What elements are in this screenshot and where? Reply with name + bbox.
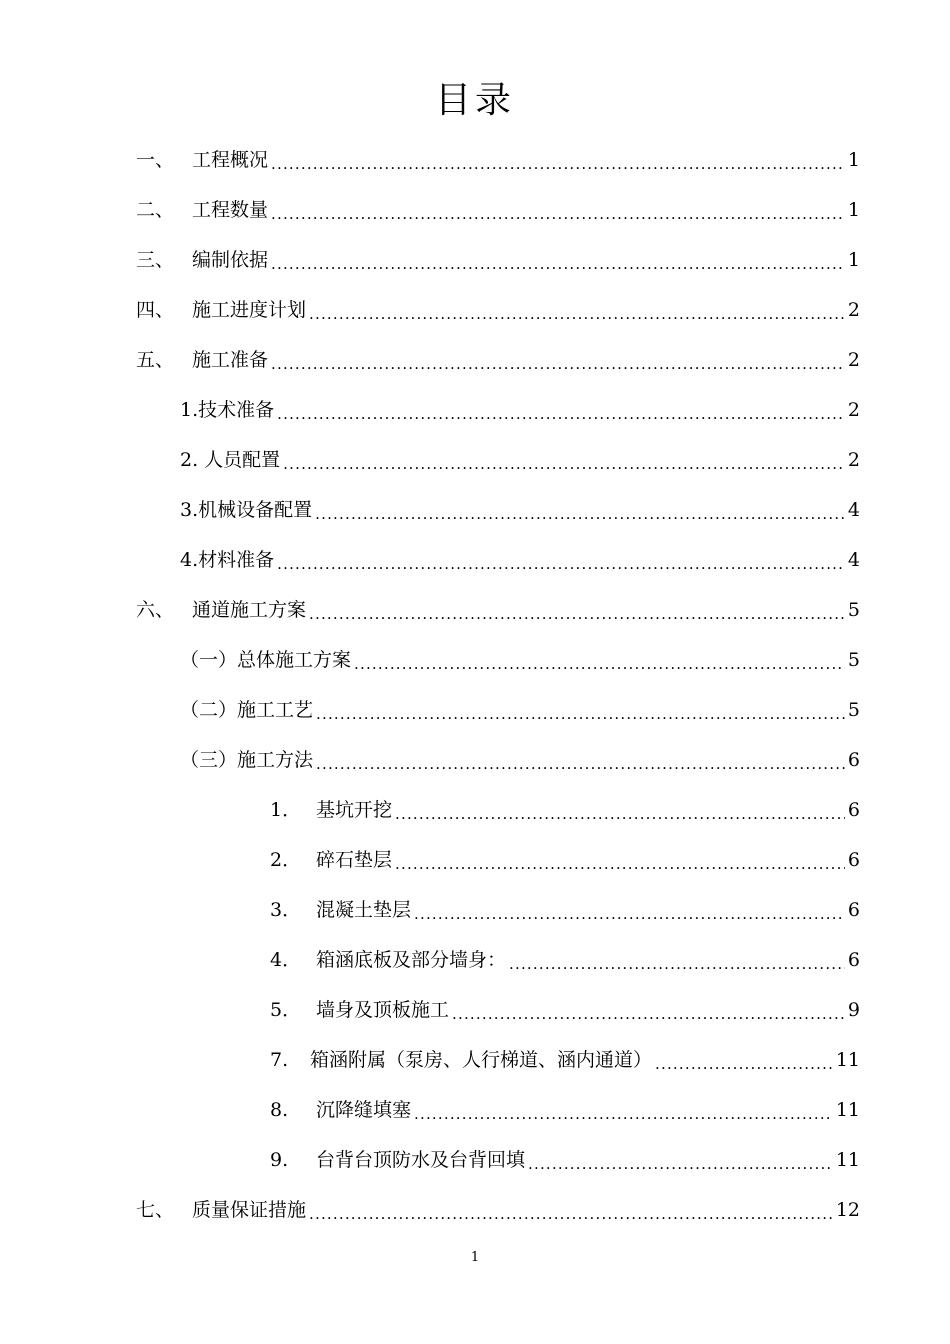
toc-dot-leader (528, 1140, 833, 1180)
toc-entry-label: 工程数量 (192, 199, 269, 221)
toc-entry-page: 11 (835, 1149, 860, 1171)
toc-entry[interactable] (270, 890, 860, 930)
toc-entry-number: 4． (270, 949, 302, 971)
toc-entry-number: 一、 (136, 149, 175, 171)
toc-entry-label: 台背台顶防水及台背回填 (316, 1149, 526, 1171)
toc-entry[interactable] (270, 940, 860, 980)
toc-entry[interactable] (270, 1040, 860, 1080)
toc-entry-number: 六、 (136, 599, 175, 621)
toc-entry-number: 2． (270, 849, 302, 871)
toc-dot-leader (395, 790, 845, 830)
toc-entry-label: 工程概况 (192, 149, 269, 171)
page-footer-number: 1 (470, 1250, 480, 1265)
toc-entry[interactable] (136, 1190, 860, 1230)
toc-entry-page: 2 (847, 349, 860, 371)
toc-entry-label: 碎石垫层 (316, 849, 393, 871)
toc-entry-label: 施工进度计划 (192, 299, 307, 321)
toc-entry-page: 4 (847, 549, 860, 571)
toc-entry[interactable] (270, 840, 860, 880)
toc-dot-leader (277, 390, 845, 430)
toc-entry-page: 5 (847, 649, 860, 671)
toc-entry-number: 四、 (136, 299, 175, 321)
toc-entry-number: 8. (270, 1099, 289, 1121)
toc-entry-page: 1 (847, 249, 860, 271)
toc-dot-leader (309, 590, 845, 630)
toc-entry-label: 箱涵附属（泵房、人行梯道、涵内通道） (310, 1049, 653, 1071)
toc-entry-label: 通道施工方案 (192, 599, 307, 621)
toc-entry[interactable] (180, 690, 860, 730)
toc-entry-page: 6 (847, 899, 860, 921)
toc-entry-label: 基坑开挖 (316, 799, 393, 821)
toc-entry-label: 箱涵底板及部分墙身： (316, 949, 507, 971)
toc-entry-label: 2. 人员配置 (180, 449, 281, 471)
toc-entry-number: 3． (270, 899, 302, 921)
toc-entry-label: 质量保证措施 (192, 1199, 307, 1221)
toc-dot-leader (271, 340, 845, 380)
toc-dot-leader (271, 240, 845, 280)
toc-entry-number: 三、 (136, 249, 175, 271)
toc-entry-number: 7. (270, 1049, 289, 1071)
toc-entry-page: 6 (847, 799, 860, 821)
toc-entry-page: 5 (847, 699, 860, 721)
toc-entry[interactable] (270, 1140, 860, 1180)
toc-entry[interactable] (180, 390, 860, 430)
toc-entry-label: 4.材料准备 (180, 549, 275, 571)
toc-entry-page: 2 (847, 399, 860, 421)
toc-dot-leader (309, 290, 845, 330)
toc-dot-leader (452, 990, 845, 1030)
toc-entry-label: 混凝土垫层 (316, 899, 412, 921)
toc-entry-page: 12 (835, 1199, 860, 1221)
toc-entry-number: 五、 (136, 349, 175, 371)
toc-entry-page: 4 (847, 499, 860, 521)
toc-entry-page: 1 (847, 199, 860, 221)
toc-entry[interactable] (270, 1090, 860, 1130)
toc-entry[interactable] (136, 240, 860, 280)
toc-dot-leader (309, 1190, 833, 1230)
toc-dot-leader (655, 1040, 833, 1080)
toc-dot-leader (315, 490, 845, 530)
toc-entry-label: 编制依据 (192, 249, 269, 271)
toc-entry-number: 二、 (136, 199, 175, 221)
toc-entry[interactable] (270, 990, 860, 1030)
toc-entry-label: （二）施工工艺 (180, 699, 314, 721)
toc-entry-page: 2 (847, 449, 860, 471)
toc-entry-page: 9 (847, 999, 860, 1021)
toc-entry-page: 6 (847, 749, 860, 771)
toc-entry[interactable] (270, 790, 860, 830)
toc-entry-page: 11 (835, 1049, 860, 1071)
toc-entry[interactable] (136, 290, 860, 330)
toc-entry[interactable] (180, 540, 860, 580)
toc-entry[interactable] (180, 440, 860, 480)
toc-entry-number: 七、 (136, 1199, 175, 1221)
toc-dot-leader (277, 540, 845, 580)
toc-entry-label: 3.机械设备配置 (180, 499, 313, 521)
toc-entry[interactable] (136, 190, 860, 230)
toc-entry-label: 沉降缝填塞 (316, 1099, 412, 1121)
toc-entry-label: 1.技术准备 (180, 399, 275, 421)
toc-entry[interactable] (180, 740, 860, 780)
toc-dot-leader (414, 1090, 833, 1130)
toc-dot-leader (316, 690, 845, 730)
toc-dot-leader (395, 840, 845, 880)
toc-entry[interactable] (180, 640, 860, 680)
toc-entry-label: （一）总体施工方案 (180, 649, 352, 671)
toc-entry-page: 1 (847, 149, 860, 171)
toc-entry-number: 9. (270, 1149, 289, 1171)
toc-title: 目录 (434, 80, 515, 121)
toc-entry-page: 11 (835, 1099, 860, 1121)
toc-entry-number: 5． (270, 999, 302, 1021)
toc-dot-leader (283, 440, 845, 480)
toc-entry[interactable] (136, 590, 860, 630)
toc-entry-label: 墙身及顶板施工 (316, 999, 450, 1021)
toc-entry-page: 2 (847, 299, 860, 321)
toc-dot-leader (509, 940, 845, 980)
toc-entry[interactable] (180, 490, 860, 530)
toc-entry-label: 施工准备 (192, 349, 269, 371)
toc-entry[interactable] (136, 140, 860, 180)
toc-dot-leader (354, 640, 845, 680)
toc-dot-leader (414, 890, 845, 930)
toc-dot-leader (271, 140, 845, 180)
toc-entry-number: 1． (270, 799, 302, 821)
toc-entry-page: 6 (847, 949, 860, 971)
toc-dot-leader (271, 190, 845, 230)
toc-entry-label: （三）施工方法 (180, 749, 314, 771)
toc-entry-page: 6 (847, 849, 860, 871)
toc-entry[interactable] (136, 340, 860, 380)
toc-entry-page: 5 (847, 599, 860, 621)
toc-dot-leader (316, 740, 845, 780)
